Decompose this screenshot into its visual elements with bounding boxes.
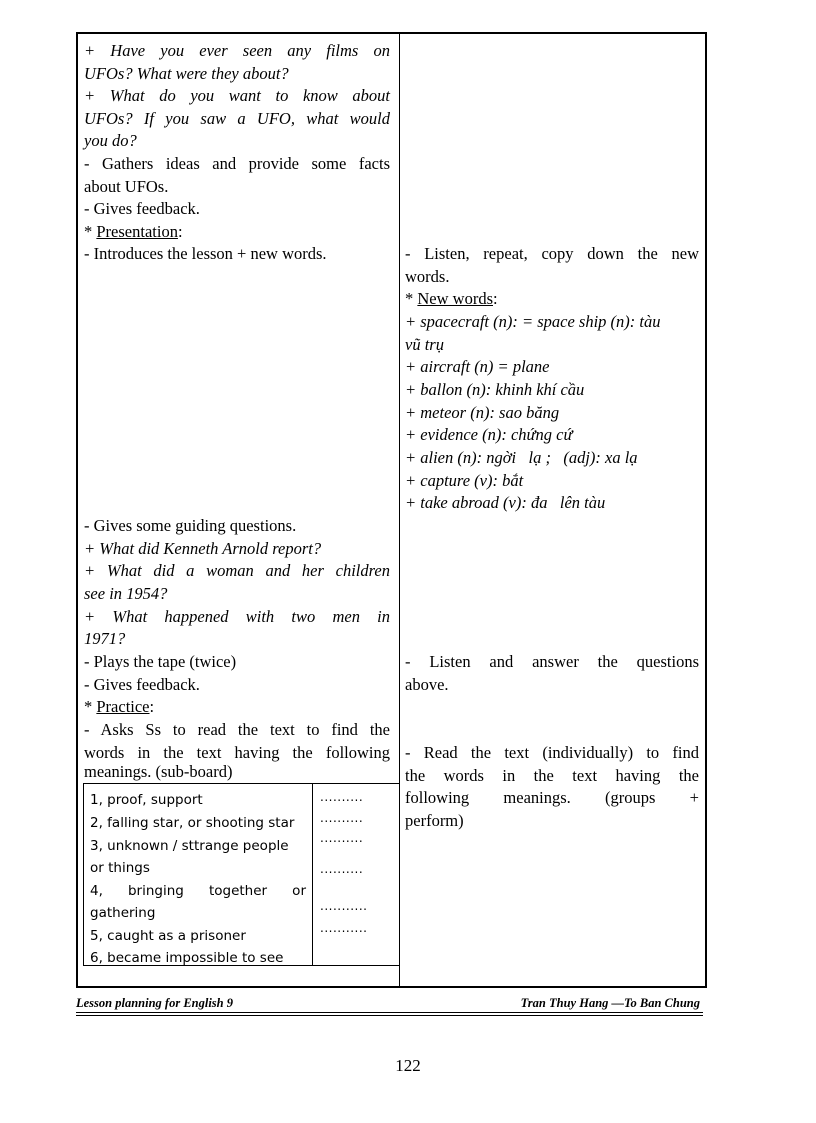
answer-blank-3: .......... bbox=[320, 831, 364, 845]
heading-label: Presentation bbox=[96, 222, 178, 241]
meaning-3-cont: or things bbox=[90, 860, 150, 876]
meaning-6: 6, became impossible to see bbox=[90, 950, 284, 966]
presentation-heading bbox=[84, 221, 183, 244]
heading-star: * bbox=[84, 222, 97, 241]
asks-line2: words in the text having the following bbox=[84, 743, 390, 762]
new-words-heading bbox=[405, 288, 498, 311]
gathers-ideas-line2: about UFOs. bbox=[84, 177, 169, 196]
answer-blank-4: .......... bbox=[320, 862, 364, 876]
footer-left: Lesson planning for English 9 bbox=[76, 996, 233, 1010]
read-text-line4: perform) bbox=[405, 811, 464, 830]
question-know-line2: UFOs? If you saw a UFO, what would bbox=[84, 109, 390, 128]
sub-board bbox=[83, 783, 400, 966]
new-word-ballon: + ballon (n): khinh khí cầu bbox=[405, 380, 585, 399]
question-two-men-line2: 1971? bbox=[84, 629, 126, 648]
new-word-meteor: + meteor (n): sao băng bbox=[405, 403, 560, 422]
asks-line1: - Asks Ss to read the text to find the bbox=[84, 720, 390, 739]
meaning-5: 5, caught as a prisoner bbox=[90, 928, 246, 944]
meaning-2: 2, falling star, or shooting star bbox=[90, 815, 295, 831]
meaning-4: 4, bringing together or bbox=[90, 883, 306, 899]
heading-colon: : bbox=[177, 222, 183, 241]
question-know-line1: + What do you want to know about bbox=[84, 86, 390, 105]
question-films-line2: UFOs? What were they about? bbox=[84, 64, 289, 83]
new-word-spacecraft-cont: vũ trụ bbox=[405, 335, 444, 354]
gives-feedback-2: - Gives feedback. bbox=[84, 675, 200, 694]
read-text-line1: - Read the text (individually) to find bbox=[405, 743, 699, 762]
heading-colon: : bbox=[149, 697, 155, 716]
listen-answer-line2: above. bbox=[405, 675, 449, 694]
question-kenneth: + What did Kenneth Arnold report? bbox=[84, 539, 322, 558]
answer-blank-2: .......... bbox=[320, 811, 364, 825]
footer-right: Tran Thuy Hang —To Ban Chung bbox=[520, 996, 700, 1010]
question-two-men-line1: + What happened with two men in bbox=[84, 607, 390, 626]
read-text-line2: the words in the text having the bbox=[405, 766, 699, 785]
heading-label: New words bbox=[417, 289, 493, 308]
new-word-capture: + capture (v): bắt bbox=[405, 471, 524, 490]
question-woman-line2: see in 1954? bbox=[84, 584, 168, 603]
introduces-lesson: - Introduces the lesson + new words. bbox=[84, 244, 327, 263]
sub-board-divider bbox=[312, 784, 313, 965]
heading-star: * bbox=[84, 697, 97, 716]
heading-star: * bbox=[405, 289, 418, 308]
page-number: 122 bbox=[395, 1056, 421, 1075]
lesson-table bbox=[76, 32, 707, 988]
plays-tape: - Plays the tape (twice) bbox=[84, 652, 237, 671]
new-word-take-abroad: + take abroad (v): đa lên tàu bbox=[405, 493, 606, 512]
read-text-line3: following meanings. (groups + bbox=[405, 788, 699, 807]
meaning-1: 1, proof, support bbox=[90, 792, 203, 808]
footer-rule-1 bbox=[76, 1012, 703, 1013]
meaning-3: 3, unknown / sttrange people bbox=[90, 838, 289, 854]
footer-rule-2 bbox=[76, 1015, 703, 1016]
question-know-line3: you do? bbox=[84, 131, 137, 150]
guiding-questions: - Gives some guiding questions. bbox=[84, 516, 297, 535]
new-word-aircraft: + aircraft (n) = plane bbox=[405, 357, 550, 376]
listen-repeat-line2: words. bbox=[405, 267, 450, 286]
heading-colon: : bbox=[493, 289, 498, 308]
question-films-line1: + Have you ever seen any films on bbox=[84, 41, 390, 60]
question-woman-line1: + What did a woman and her children bbox=[84, 561, 390, 580]
new-word-spacecraft: + spacecraft (n): = space ship (n): tàu bbox=[405, 312, 661, 331]
gathers-ideas-line1: - Gathers ideas and provide some facts bbox=[84, 154, 390, 173]
answer-blank-5: ........... bbox=[320, 899, 368, 913]
gives-feedback-1: - Gives feedback. bbox=[84, 199, 200, 218]
heading-label: Practice bbox=[96, 697, 150, 716]
answer-blank-6: ........... bbox=[320, 921, 368, 935]
practice-heading bbox=[84, 696, 154, 719]
new-word-evidence: + evidence (n): chứng cứ bbox=[405, 425, 573, 444]
meaning-4-cont: gathering bbox=[90, 905, 156, 921]
answer-blank-1: .......... bbox=[320, 790, 364, 804]
listen-repeat-line1: - Listen, repeat, copy down the new bbox=[405, 244, 699, 263]
listen-answer-line1: - Listen and answer the questions bbox=[405, 652, 699, 671]
new-word-alien: + alien (n): ngời lạ ; (adj): xa lạ bbox=[405, 448, 638, 467]
asks-line3: meanings. (sub-board) bbox=[84, 762, 233, 781]
